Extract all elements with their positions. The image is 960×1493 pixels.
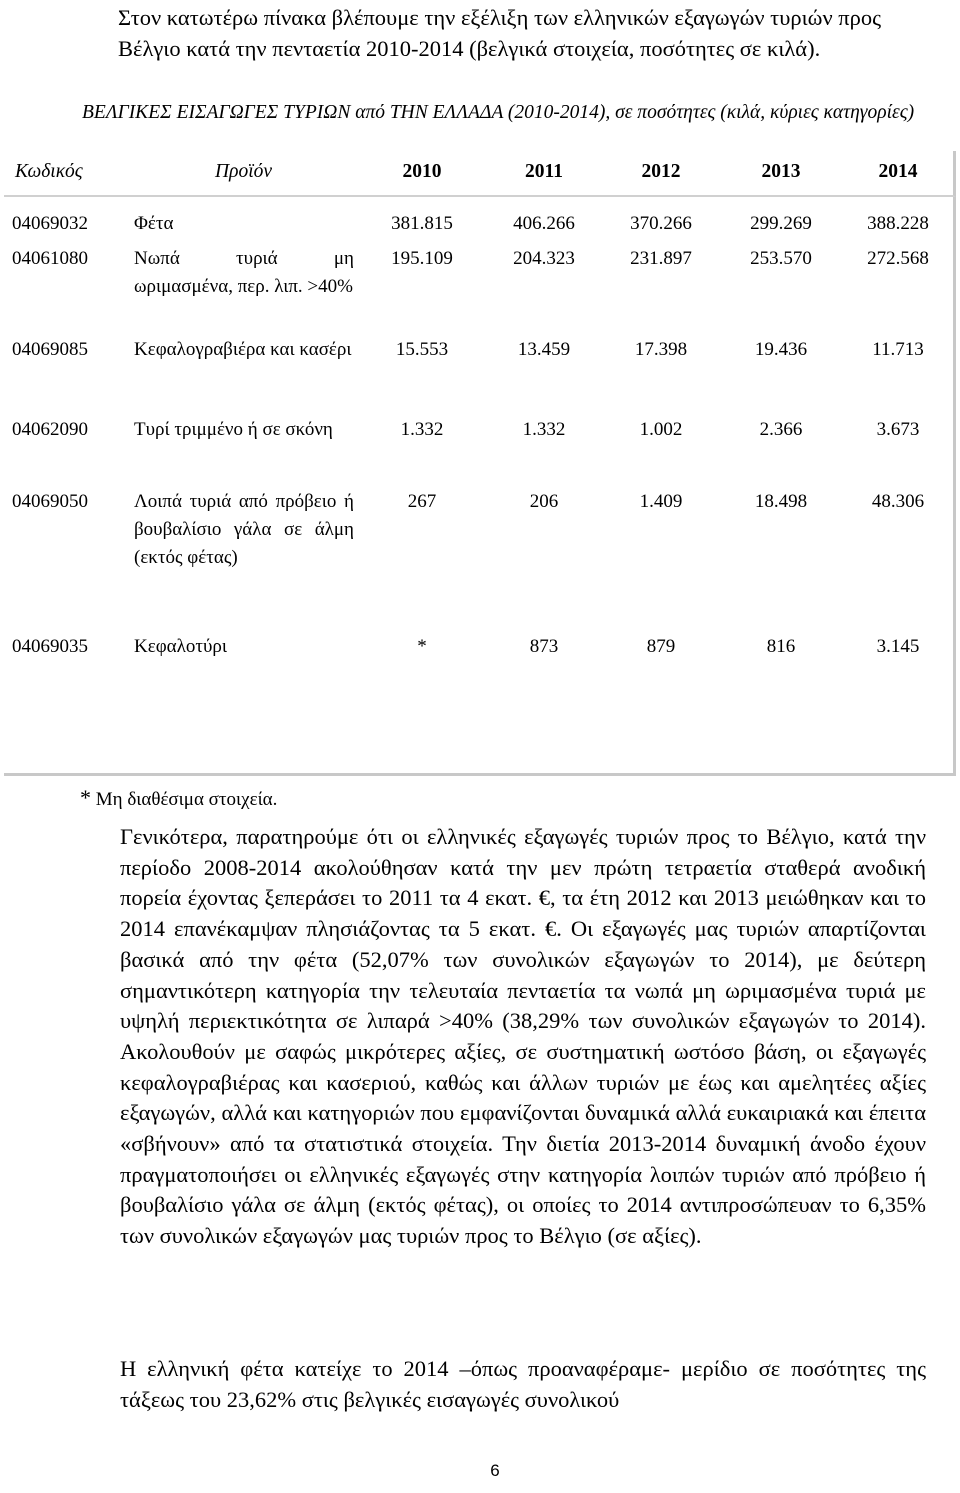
row-2-code: 04061080 — [12, 248, 88, 269]
row-2-2012: 231.897 — [630, 248, 692, 269]
row-5-2011: 206 — [529, 491, 559, 512]
header-2014: 2014 — [878, 161, 918, 182]
row-3-2011: 13.459 — [517, 339, 571, 360]
row-1-2011: 406.266 — [513, 213, 575, 234]
row-6-2013: 816 — [766, 636, 796, 657]
row-2-2011: 204.323 — [513, 248, 575, 269]
row-1-2012: 370.266 — [630, 213, 692, 234]
row-5-2012: 1.409 — [639, 491, 683, 512]
row-1-2013: 299.269 — [750, 213, 812, 234]
row-6-code: 04069035 — [12, 636, 88, 657]
row-1-product: Φέτα — [134, 213, 174, 234]
body-paragraph-2: Η ελληνική φέτα κατείχε το 2014 –όπως προαναφέραμε- μερίδιο σε ποσότητες της τάξεως του 23,62% στις βελγικές εισαγωγές συνολικού — [120, 1356, 926, 1412]
row-4-2014: 3.673 — [876, 419, 920, 440]
header-2013: 2013 — [761, 161, 801, 182]
row-2-2013: 253.570 — [750, 248, 812, 269]
row-4-2011: 1.332 — [522, 419, 566, 440]
header-code: Κωδικός — [15, 161, 83, 182]
row-3-2010: 15.553 — [395, 339, 449, 360]
page-number: 6 — [490, 1461, 500, 1480]
footnote-asterisk: * — [80, 785, 91, 810]
header-product: Προϊόν — [215, 161, 273, 182]
row-5-2014: 48.306 — [871, 491, 925, 512]
row-5-code: 04069050 — [12, 491, 88, 512]
row-2-2014: 272.568 — [867, 248, 929, 269]
intro-paragraph: Στον κατωτέρω πίνακα βλέπουμε την εξέλιξη των ελληνικών εξαγωγών τυριών προς Βέλγιο κατά την πενταετία 2010-2014 (βελγικά στοιχεία, ποσότητες σε κιλά). — [118, 5, 881, 61]
header-2010: 2010 — [402, 161, 442, 182]
row-1-2010: 381.815 — [391, 213, 453, 234]
header-2012: 2012 — [641, 161, 681, 182]
row-3-2012: 17.398 — [634, 339, 688, 360]
row-4-2010: 1.332 — [400, 419, 444, 440]
body-paragraph-1: Γενικότερα, παρατηρούμε ότι οι ελληνικές εξαγωγές τυριών προς το Βέλγιο, κατά την περίοδο 2008-2014 ακολούθησαν κατά την μεν πρώτη τετραετία σταθερά ανοδική πορεία έχοντας ξεπεράσει το 2011 τα 4 εκατ. €, τα έτη 2012 και 2013 μειώθηκαν και το 2014 επανέκαμψαν πλησιάζοντας τα 5 εκατ. €. Οι εξαγωγές μας τυριών απαρτίζονται βασικά από την φέτα (52,07% των συνολικών εξαγωγών το 2014), με δεύτερη σημαντικότερη κατηγορία την τελευταία πενταετία τα νωπά μη ωριμασμένα τυριά με υψηλή περιεκτικότητα σε λιπαρά >40% (38,29% των συνολικών εξαγωγών το 2014). Ακολουθούν με σαφώς μικρότερες αξίες, σε συστηματική ωστόσο βάση, οι εξαγωγές κεφαλογραβιέρας και κασεριού, καθώς και άλλων τυριών με έως και αμελητέες αξίες εξαγωγών, αλλά και κατηγοριών που εμφανίζονται δυναμικά αλλά ευκαιριακά και έπειτα «σβήνουν» από τα στατιστικά στοιχεία. Την διετία 2013-2014 δυναμική άνοδο έχουν πραγματοποιήσει οι ελληνικές εξαγωγές στην κατηγορία λοιπών τυριών από πρόβειο ή βουβαλίσιο γάλα σε άλμη (εκτός φέτας), οι οποίες το 2014 αντιπροσώπευαν το 6,35% των συνολικών εξαγωγών μας τυριών προς το Βέλγιο (σε αξίες). — [120, 824, 926, 1249]
row-4-2012: 1.002 — [639, 419, 683, 440]
table-caption: ΒΕΛΓΙΚΕΣ ΕΙΣΑΓΩΓΕΣ ΤΥΡΙΩΝ από ΤΗΝ ΕΛΛΑΔΑ (2010-2014), σε ποσότητες (κιλά, κύριες κατηγορίες) — [82, 102, 915, 123]
row-2-product: Νωπά τυριά μη ωριμασμένα, περ. λιπ. >40% — [134, 248, 354, 297]
row-3-2013: 19.436 — [754, 339, 808, 360]
row-2-2010: 195.109 — [391, 248, 453, 269]
row-1-2014: 388.228 — [867, 213, 929, 234]
row-6-2014: 3.145 — [876, 636, 920, 657]
row-3-product: Κεφαλογραβιέρα και κασέρι — [134, 339, 352, 360]
row-4-2013: 2.366 — [759, 419, 803, 440]
row-1-code: 04069032 — [12, 213, 88, 234]
table-footnote — [80, 785, 277, 811]
row-6-product: Κεφαλοτύρι — [134, 636, 227, 657]
header-2011: 2011 — [525, 161, 563, 182]
row-4-code: 04062090 — [12, 419, 88, 440]
row-5-2013: 18.498 — [754, 491, 808, 512]
row-6-2011: 873 — [529, 636, 559, 657]
footnote-text: Μη διαθέσιμα στοιχεία. — [95, 789, 278, 810]
row-3-2014: 11.713 — [872, 339, 924, 360]
row-6-2010: * — [417, 636, 427, 657]
row-3-code: 04069085 — [12, 339, 88, 360]
row-4-product: Τυρί τριμμένο ή σε σκόνη — [134, 419, 333, 440]
row-5-2010: 267 — [407, 491, 437, 512]
row-6-2012: 879 — [646, 636, 676, 657]
row-5-product: Λοιπά τυριά από πρόβειο ή βουβαλίσιο γάλα σε άλμη (εκτός φέτας) — [134, 491, 354, 568]
